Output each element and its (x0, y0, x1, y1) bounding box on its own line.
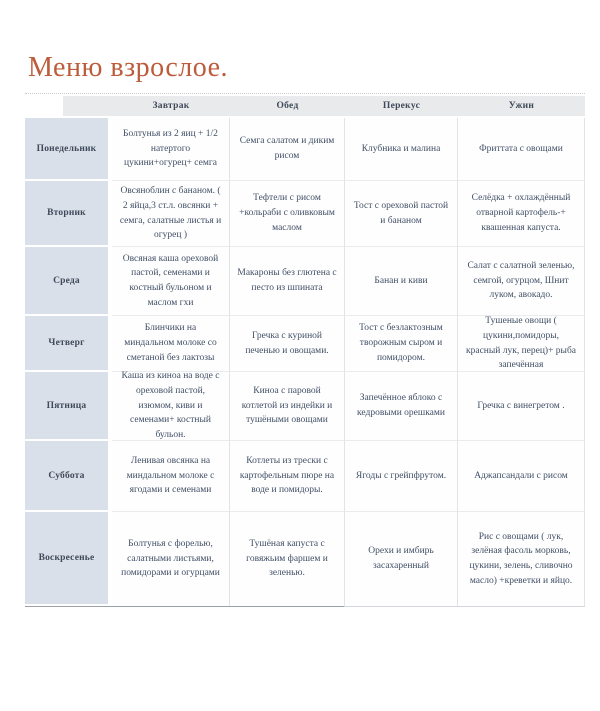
day-cell: Воскресенье (25, 512, 112, 606)
meal-cell-snack: Запечённое яблоко с кедровыми орешками (345, 372, 458, 441)
meal-cell-breakfast: Болтунья с форелью, салатными листьями, помидорами и огурцами (112, 512, 230, 606)
meal-cell-snack: Тост с безлактозным творожным сыром и помидором. (345, 316, 458, 372)
meal-cell-snack: Банан и киви (345, 247, 458, 316)
page-title: Меню взрослое. (28, 52, 229, 83)
meal-cell-snack: Клубника и малина (345, 118, 458, 181)
meal-cell-breakfast: Овсяная каша ореховой пастой, семенами и костный бульоном и маслом гхи (112, 247, 230, 316)
day-cell: Понедельник (25, 118, 112, 181)
meal-cell-breakfast: Ленивая овсянка на миндальном молоке с ягодами и семенами (112, 441, 230, 512)
day-cell: Пятница (25, 372, 112, 441)
meal-cell-lunch: Гречка с куриной печенью и овощами. (230, 316, 345, 372)
meal-cell-lunch: Котлеты из трески с картофельным пюре на воде и помидоры. (230, 441, 345, 512)
meal-cell-breakfast: Болтунья из 2 яиц + 1/2 натертого цукини+огурец+ семга (112, 118, 230, 181)
meal-cell-breakfast: Блинчики на миндальном молоке со сметаной без лактозы (112, 316, 230, 372)
meal-cell-dinner: Рис с овощами ( лук, зелёная фасоль морковь, цукини, зелень, сливочно масло) +креветки и яйцо. (458, 512, 585, 606)
meal-cell-snack: Ягоды с грейпфрутом. (345, 441, 458, 512)
menu-grid (25, 96, 585, 606)
day-cell: Суббота (25, 441, 112, 512)
day-cell: Среда (25, 247, 112, 316)
meal-cell-lunch: Тефтели с рисом +кольраби с оливковым маслом (230, 181, 345, 247)
meal-cell-dinner: Фриттата с овощами (458, 118, 585, 181)
day-cell: Вторник (25, 181, 112, 247)
meal-cell-snack: Орехи и имбирь засахаренный (345, 512, 458, 606)
meal-cell-dinner: Селёдка + охлаждённый отварной картофель-+ квашенная капуста. (458, 181, 585, 247)
header-cell-empty (25, 96, 112, 118)
menu-table (25, 93, 585, 606)
meal-cell-lunch: Семга салатом и диким рисом (230, 118, 345, 181)
meal-cell-lunch: Киноа с паровой котлетой из индейки и тушёными овощами (230, 372, 345, 441)
day-cell: Четверг (25, 316, 112, 372)
meal-cell-dinner: Тушеные овощи ( цукини,помидоры, красный лук, перец)+ рыба запечённая (458, 316, 585, 372)
page (0, 52, 600, 606)
meal-cell-snack: Тост с ореховой пастой и бананом (345, 181, 458, 247)
header-cell-snack: Перекус (345, 96, 458, 118)
meal-cell-lunch: Тушёная капуста с говяжьим фаршем и зеленью. (230, 512, 345, 606)
header-cell-breakfast: Завтрак (112, 96, 230, 118)
header-cell-dinner: Ужин (458, 96, 585, 118)
meal-cell-dinner: Салат с салатной зеленью, семгой, огурцом, Шнит луком, авокадо. (458, 247, 585, 316)
meal-cell-dinner: Аджапсандали с рисом (458, 441, 585, 512)
header-cell-lunch: Обед (230, 96, 345, 118)
meal-cell-dinner: Гречка с винегретом . (458, 372, 585, 441)
meal-cell-breakfast: Овсяноблин с бананом. ( 2 яйца,3 ст.л. овсянки + семга, салатные листья и огурец ) (112, 181, 230, 247)
meal-cell-lunch: Макароны без глютена с песто из шпината (230, 247, 345, 316)
meal-cell-breakfast: Каша из киноа на воде с ореховой пастой, изюмом, киви и семенами+ костный бульон. (112, 372, 230, 441)
